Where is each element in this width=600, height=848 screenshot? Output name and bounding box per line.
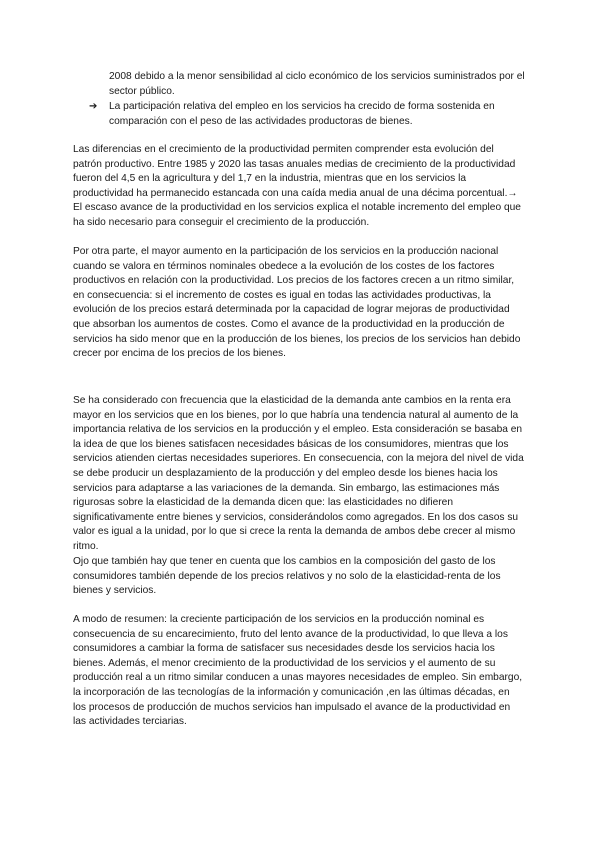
paragraph-demand-elasticity: Se ha considerado con frecuencia que la elasticidad de la demanda ante cambios en la renta era mayor en los servicios que en los bienes, por lo que habría una tendencia natural al aumento de la importancia relativa de los servicios en la producción y el empleo. Esta consideración se basaba en la idea de que los bienes satisfacen necesidades básicas de los consumidores, mientras que los servicios atienden ciertas necesidades superiores. En consecuencia, con la mejora del nivel de vida se debe producir un desplazamiento de la producción y del empleo desde los bienes hacia los servicios para adaptarse a las variaciones de la demanda. Sin embargo, las estimaciones más rigurosas sobre la elasticidad de la demanda dicen que: las elasticidades no difieren significativamente entre bienes y servicios, considerándolos como agregados. En los dos casos su valor es igual a la unidad, por lo que si crece la renta la demanda de ambos debe crecer al mismo ritmo. xyxy=(73,395,524,552)
paragraph-summary: A modo de resumen: la creciente participación de los servicios en la producción nominal es consecuencia de su encarecimiento, fruto del lento avance de la productividad, lo que lleva a los consumidores a cambiar la forma de satisfacer sus necesidades desde los servicios hacia los bienes. Además, el menor crecimiento de la productividad de los servicios y el aumento de su producción real a un ritmo similar conducen a unas mayores necesidades de empleo. Sin embargo, la incorporación de las tecnologías de la información y comunicación ,en las últimas décadas, en los procesos de producción de muchos servicios han impulsado el avance de la productividad en las actividades terciarias. xyxy=(73,614,523,728)
list-item-text: La participación relativa del empleo en los servicios ha crecido de forma sostenida en comparación con el peso de las actividades productoras de bienes. xyxy=(109,101,495,127)
arrow-bullet-icon: ➔ xyxy=(89,101,98,112)
paragraph-relative-prices: Ojo que también hay que tener en cuenta que los cambios en la composición del gasto de los consumidores también depende de los precios relativos y no solo de la elasticidad-renta de los bienes y servicios. xyxy=(73,556,501,597)
list-item-continued: 2008 debido a la menor sensibilidad al ciclo económico de los servicios suministrados por el sector público. xyxy=(109,71,525,97)
paragraph-productivity: Las diferencias en el crecimiento de la productividad permiten comprender esta evolución del patrón productivo. Entre 1985 y 2020 las tasas anuales medias de crecimiento de la productividad fueron del 4,5 en la agricultura y del 1,7 en la industria, mientras que en los servicios la productividad ha permanecido estancada con una caída media anual de una décima porcentual.→ El escaso avance de la productividad en los servicios explica el notable incremento del empleo que ha sido necesario para conseguir el crecimiento de la producción. xyxy=(73,144,521,228)
paragraph-nominal-costs: Por otra parte, el mayor aumento en la participación de los servicios en la producción nacional cuando se valora en términos nominales obedece a la evolución de los costes de los factores productivos en relación con la productividad. Los precios de los factores crecen a un ritmo similar, en consecuencia: si el incremento de costes es igual en todas las actividades productivas, la evolución de los precios estará determinada por la capacidad de lograr mejoras de productividad que absorban los aumentos de costes. Como el avance de la productividad en la producción de servicios ha sido menor que en la producción de los bienes, los precios de los servicios han debido crecer por encima de los precios de los bienes. xyxy=(73,246,521,360)
